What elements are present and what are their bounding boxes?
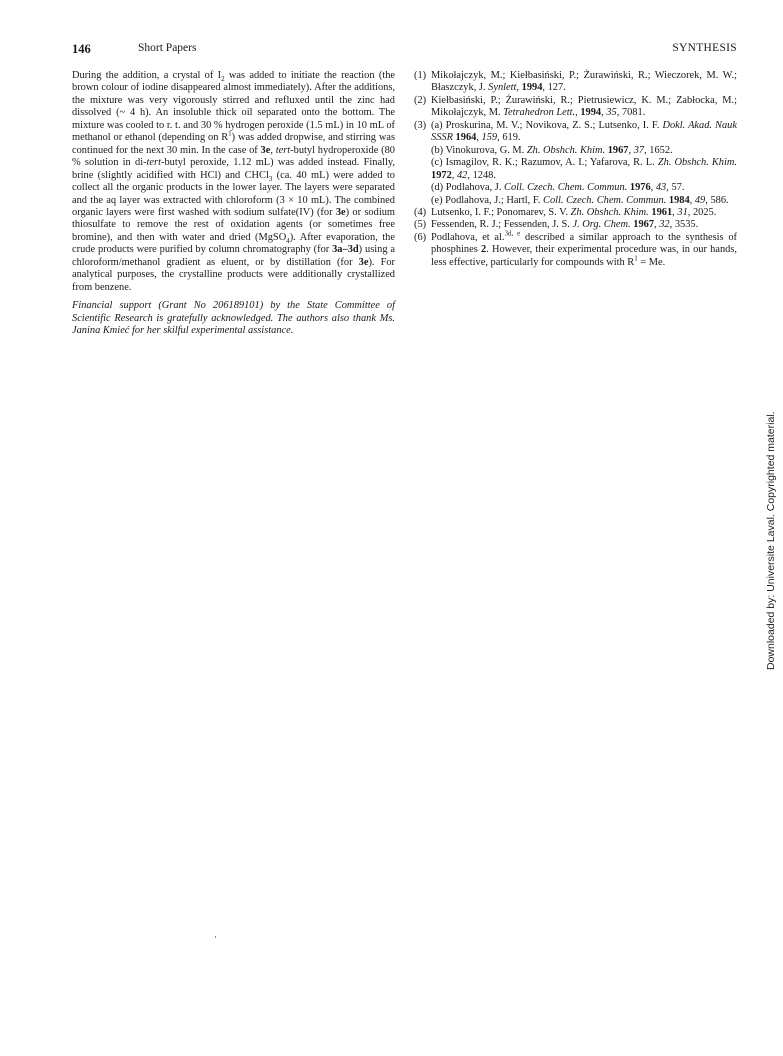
reference-number: (3) <box>414 119 427 131</box>
page-number: 146 <box>72 42 91 56</box>
section-name: Short Papers <box>138 42 197 54</box>
reference-number: (4) <box>414 206 427 218</box>
reference-number: (5) <box>414 219 427 231</box>
experimental-paragraph: During the addition, a crystal of $I_2$ was added to initiate the reaction (the brown colour of iodine disappeared almost immediately). After the additions, the mixture was very vigorously stirred and refluxed until the zinc had dissolved (~ 4 h). An insoluble thick oil separated onto the bottom. The mixture was cooled to r. t. and 30 % hydrogen peroxide (1.5 mL) in 10 mL of methanol or ethanol (depending on $R^1$) was added dropwise, and stirring was continued for the next 30 min. In the case of 3e, tert-butyl hydroperoxide (80 % solution in di-tert-butyl peroxide, 1.12 mL) was added instead. Finally, brine (slightly acidified with HCl) and CHCl$_3$ (ca. 40 mL) were added to collect all the organic products in the lower layer. The layers were separated and the aq layer was extracted with chloroform (3 × 10 mL). The combined organic layers were first washed with sodium sulfate(IV) (for 3e) or sodium thiosulfate to remove the rest of oxidation agents (or sometimes free bromine), and then with water and dried (MgSO$_4$). After evaporation, the crude products were purified by column chromatography (for 3a–3d) using a chloroform/methanol gradient as eluent, or by distillation (for 3e). For analytical purposes, the crystalline products were additionally crystallized from benzene. <box>72 70 395 293</box>
reference-subitem: (a) Proskurina, M. V.; Novikova, Z. S.; Lutsenko, I. F. Dokl. Akad. Nauk SSSR 1964, 159, 619. <box>431 119 737 144</box>
running-header <box>72 42 737 58</box>
download-notice: Downloaded by: Universite Laval. Copyrighted material. <box>765 411 777 670</box>
reference-subitem: (b) Vinokurova, G. M. Zh. Obshch. Khim. 1967, 37, 1652. <box>431 144 673 156</box>
reference-item: (5) Fessenden, R. J.; Fessenden, J. S. J. Org. Chem. 1967, 32, 3535. <box>414 219 699 231</box>
reference-subitem: (e) Podlahova, J.; Hartl, F. Coll. Czech. Chem. Commun. 1984, 49, 586. <box>431 194 729 206</box>
journal-name: SYNTHESIS <box>672 42 737 54</box>
references-column <box>414 70 737 269</box>
reference-number: (2) <box>414 94 427 106</box>
reference-item <box>414 120 737 207</box>
reference-subitem: (d) Podlahova, J. Coll. Czech. Chem. Commun. 1976, 43, 57. <box>431 182 685 194</box>
reference-item: (4) Lutsenko, I. F.; Ponomarev, S. V. Zh. Obshch. Khim. 1961, 31, 2025. <box>414 206 717 218</box>
reference-item: (2) Kiełbasiński, P.; Żurawiński, R.; Pietrusiewicz, K. M.; Zabłocka, M.; Mikołajczyk, M. Tetrahedron Lett., 1994, 35, 7081. <box>414 94 737 119</box>
scan-speck <box>215 936 216 938</box>
reference-item: (1) Mikołajczyk, M.; Kiełbasiński, P.; Żurawiński, R.; Wieczorek, M. W.; Błaszczyk, J. Synlett, 1994, 127. <box>414 70 737 94</box>
reference-subitem: (c) Ismagilov, R. K.; Razumov, A. I.; Yafarova, R. L. Zh. Obshch. Khim. 1972, 42, 1248. <box>431 157 737 181</box>
left-column <box>72 70 395 338</box>
reference-item: (6) Podlahova, et al.$^{3d, e}$ described a similar approach to the synthesis of phosphines 2. However, their experimental procedure was, in our hands, less effective, particularly for compounds with $R^1 = Me$. <box>414 229 737 268</box>
acknowledgement: Financial support (Grant No 206189101) by the State Committee of Scientific Research is gratefully acknowledged. The authors also thank Ms. Janina Kmieć for her skilful experimental assistance. <box>72 300 395 337</box>
reference-number: (1) <box>414 70 427 81</box>
reference-number: (6) <box>414 231 427 243</box>
